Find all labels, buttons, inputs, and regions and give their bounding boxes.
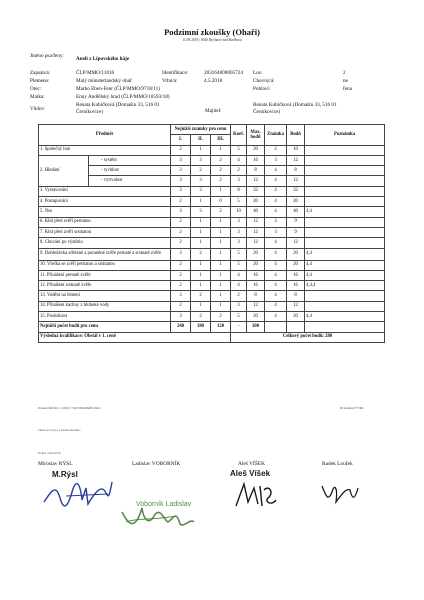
row-II: 2: [191, 312, 211, 322]
table-row: [39, 301, 385, 311]
row-predmet: 14. Přinášení kachny z hluboké vody: [39, 301, 171, 311]
row-znamka: 4: [265, 312, 287, 322]
row-koef: 3: [231, 227, 247, 237]
row-znamka: 4: [265, 291, 287, 301]
identifikace-label: Identifikace:: [162, 70, 189, 76]
matka-value: Enny Anděllský hrad (ČLP/MMO/10593/18): [76, 94, 170, 100]
table-row: [39, 260, 385, 270]
row-max: 12: [247, 238, 265, 248]
celkovy-pocet-bodu: Celkový počet bodů: 280: [231, 332, 385, 342]
otec-value: Marko Eben-Fenr (ČLP/MMO/9718/11): [76, 86, 160, 92]
row-koef: 5: [231, 248, 247, 260]
majitel-value-line2: Černíkovice): [253, 109, 281, 115]
row-znamka: 2: [265, 145, 287, 155]
otec-label: Otec:: [30, 86, 42, 92]
exam-id-footnote: ID zkoušky 0777466: [340, 407, 364, 410]
row-II: 1: [191, 197, 211, 207]
row-II: 1: [191, 301, 211, 311]
row-II: 1: [191, 281, 211, 291]
row-I: 2: [171, 238, 191, 248]
table-row: [39, 291, 385, 301]
row-III: 1: [211, 281, 231, 291]
row-poznamka: [305, 145, 385, 155]
row-koef: 5: [231, 260, 247, 270]
row-II: 3: [191, 207, 211, 217]
grades-table: [38, 124, 385, 343]
row-koef: 10: [231, 207, 247, 217]
vrh-value: 4.5.2018: [204, 78, 223, 84]
row-I: 3: [171, 248, 191, 260]
row-body: 12: [287, 155, 305, 165]
row-koef: 4: [231, 270, 247, 280]
row-II: 3: [191, 155, 211, 165]
table-row: [39, 155, 385, 165]
row-body: 8: [287, 291, 305, 301]
signature-visek-icon: [232, 480, 278, 510]
row-poznamka: [305, 155, 385, 165]
row-II: 1: [191, 145, 211, 155]
vudce-label: Vůdce:: [30, 106, 45, 112]
row-III: 1: [211, 248, 231, 260]
row-III: 1: [211, 260, 231, 270]
row-znamka: 4: [265, 186, 287, 196]
row-II: 2: [191, 248, 211, 260]
row-II: 1: [191, 260, 211, 270]
majitel-value-line1: Renata Kubíčková (Domašín 33, 516 01: [253, 102, 337, 108]
row-max: 16: [247, 270, 265, 280]
row-body: 12: [287, 301, 305, 311]
row-max: 8: [247, 166, 265, 176]
row-predmet: 4. Postupování: [39, 197, 171, 207]
row-subpredmet: - systém: [89, 155, 171, 165]
signature-vobornik-icon: [116, 498, 196, 534]
total-I: 240: [171, 322, 191, 332]
row-I: 2: [171, 270, 191, 280]
zkouseni-note: Zkušovací právo a záruku zkoušky:: [38, 428, 81, 432]
los-value: 2: [343, 70, 346, 76]
row-body: 20: [287, 248, 305, 260]
row-I: 2: [171, 197, 191, 207]
row-znamka: 4: [265, 207, 287, 217]
row-body: 20: [287, 260, 305, 270]
row-body: 9: [287, 217, 305, 227]
header-II: II.: [191, 135, 211, 145]
row-znamka: 4: [265, 248, 287, 260]
row-znamka: 4: [265, 166, 287, 176]
row-I: 2: [171, 217, 191, 227]
row-II: 3: [191, 176, 211, 186]
row-I: 3: [171, 176, 191, 186]
row-III: 2: [211, 155, 231, 165]
row-koef: 5: [231, 197, 247, 207]
row-predmet: 9. Dohledávka střelené a poraněné zvěře pernaté a srstnaté zvěře: [39, 248, 171, 260]
row-poznamka: [305, 301, 385, 311]
row-koef: 8: [231, 186, 247, 196]
row-III: 2: [211, 207, 231, 217]
row-max: 12: [247, 227, 265, 237]
row-predmet: 2. Hledání: [39, 155, 89, 186]
row-predmet: 15. Poslušnost: [39, 312, 171, 322]
row-II: 2: [191, 166, 211, 176]
row-max: 8: [247, 291, 265, 301]
total-label: Nejnižší počet bodů pro cenu: [39, 322, 171, 332]
row-I: 2: [171, 260, 191, 270]
row-koef: 3: [231, 217, 247, 227]
row-znamka: 3: [265, 155, 287, 165]
row-II: 1: [191, 238, 211, 248]
row-predmet: 12. Přinášení srstnaté zvěře: [39, 281, 171, 291]
row-body: 9: [287, 227, 305, 237]
row-body: 10: [287, 145, 305, 155]
row-body: 8: [287, 166, 305, 176]
header-I: I.: [171, 135, 191, 145]
header-nejnizsi: Nejnižší známky pro cenu: [171, 125, 231, 135]
row-koef: 5: [231, 145, 247, 155]
total-III: 120: [211, 322, 231, 332]
row-predmet: 8. Chování po výstřelu: [39, 238, 171, 248]
document-title: Podzimní zkoušky (Ohaři): [164, 27, 260, 37]
row-I: 2: [171, 301, 191, 311]
stamp-visek: Aleš Víšek: [230, 469, 271, 478]
judge-rysl: Miroslav RÝSL: [38, 461, 73, 467]
row-max: 12: [247, 176, 265, 186]
row-znamka: 4: [265, 260, 287, 270]
header-predmet: Předmět: [39, 125, 171, 146]
row-II: 1: [191, 270, 211, 280]
row-max: 12: [247, 301, 265, 311]
zapsan-value: ČLP/MMO/11816: [76, 70, 115, 76]
row-I: 2: [171, 227, 191, 237]
row-poznamka: [305, 217, 385, 227]
row-body: 32: [287, 186, 305, 196]
row-predmet: 6. Klid před zvěří pernatou: [39, 217, 171, 227]
row-I: 3: [171, 312, 191, 322]
header-III: III.: [211, 135, 231, 145]
matka-label: Matka:: [30, 94, 45, 100]
plemeno-label: Plemeno:: [30, 78, 50, 84]
result-row: [39, 332, 385, 342]
row-koef: 5: [231, 312, 247, 322]
row-max: 20: [247, 197, 265, 207]
row-I: 3: [171, 166, 191, 176]
row-II: 2: [191, 291, 211, 301]
row-poznamka: 4,4: [305, 207, 385, 217]
row-body: 40: [287, 207, 305, 217]
identifikace-value: 203164000005724: [204, 70, 243, 76]
table-row: [39, 270, 385, 280]
vysledna-kvalifikace: Výsledná kvalifikace: Obstál v 1. ceně: [39, 332, 231, 342]
row-subpredmet: - rychlost: [89, 166, 171, 176]
vudce-value-line1: Renata Kubíčková (Domašín 33, 516 01: [76, 102, 160, 108]
row-I: 3: [171, 207, 191, 217]
row-III: 1: [211, 301, 231, 311]
row-III: 1: [211, 291, 231, 301]
protocol-footnote: Protokol Miž ČR č. 2 (2021) / 5010/OH-PAMŽE/16221: [38, 407, 101, 410]
row-III: 2: [211, 166, 231, 176]
row-poznamka: [305, 186, 385, 196]
row-III: 1: [211, 145, 231, 155]
total-koef: -: [231, 322, 247, 332]
row-predmet: 3. Vystavování: [39, 186, 171, 196]
row-poznamka: 4,4: [305, 312, 385, 322]
row-I: 3: [171, 186, 191, 196]
row-III: 1: [211, 238, 231, 248]
row-predmet: 7. Klid před zvěří srstnatou: [39, 227, 171, 237]
row-znamka: 3: [265, 217, 287, 227]
row-predmet: 1. Společný hon: [39, 145, 171, 155]
row-max: 20: [247, 260, 265, 270]
row-max: 16: [247, 281, 265, 291]
row-koef: 3: [231, 238, 247, 248]
row-III: 2: [211, 312, 231, 322]
row-koef: 3: [231, 176, 247, 186]
table-row: [39, 197, 385, 207]
row-znamka: 4: [265, 176, 287, 186]
row-poznamka: 4,4,4: [305, 281, 385, 291]
row-III: 1: [211, 217, 231, 227]
row-II: 3: [191, 186, 211, 196]
row-III: 0: [211, 197, 231, 207]
row-poznamka: [305, 227, 385, 237]
row-poznamka: [305, 291, 385, 301]
row-max: 20: [247, 145, 265, 155]
total-II: 180: [191, 322, 211, 332]
row-body: 16: [287, 270, 305, 280]
row-poznamka: [305, 197, 385, 207]
total-max: 300: [247, 322, 265, 332]
plemeno-value: Malý münsterlandský ohař: [76, 78, 132, 84]
row-poznamka: 4,4: [305, 248, 385, 260]
row-I: 2: [171, 281, 191, 291]
row-znamka: 4: [265, 270, 287, 280]
table-row: [39, 238, 385, 248]
row-poznamka: [305, 166, 385, 176]
row-I: 3: [171, 291, 191, 301]
row-poznamka: [305, 176, 385, 186]
row-I: 2: [171, 145, 191, 155]
jmeno-value: Aneli z Lipovského háje: [76, 56, 130, 62]
signature-rysl-icon: [42, 478, 114, 510]
table-row: [39, 145, 385, 155]
row-body: 20: [287, 197, 305, 207]
judge-loufek: Radek Loufek: [322, 461, 353, 467]
signature-loufek-icon: [316, 478, 360, 508]
table-row: [39, 217, 385, 227]
row-znamka: 4: [265, 197, 287, 207]
row-predmet: 13. Vodění na řemeni: [39, 291, 171, 301]
row-koef: 3: [231, 301, 247, 311]
row-koef: 4: [231, 155, 247, 165]
row-III: 1: [211, 270, 231, 280]
row-predmet: 10. Vlečka se zvěří pernatou a srstnatou: [39, 260, 171, 270]
zapsan-label: Zapsán/a:: [30, 70, 51, 76]
row-znamka: 3: [265, 227, 287, 237]
row-II: 1: [191, 217, 211, 227]
row-body: 16: [287, 281, 305, 291]
header-max: Max. bodů: [247, 125, 265, 146]
row-subpredmet: - vytrvalost: [89, 176, 171, 186]
majitel-label: Majitel:: [205, 108, 222, 114]
judge-visek: Aleš VÍŠEK: [238, 461, 266, 467]
los-label: Los:: [253, 70, 263, 76]
row-max: 20: [247, 248, 265, 260]
table-row: [39, 207, 385, 217]
row-znamka: 4: [265, 238, 287, 248]
header-znamka: Známka: [265, 125, 287, 146]
total-row: [39, 322, 385, 332]
jmeno-label: Jméno psa/feny:: [30, 53, 64, 59]
row-max: 12: [247, 217, 265, 227]
row-koef: 2: [231, 166, 247, 176]
table-row: [39, 312, 385, 322]
pohlavi-label: Pohlaví:: [253, 86, 271, 92]
row-II: 1: [191, 227, 211, 237]
chovny-value: ne: [343, 78, 348, 84]
table-row: [39, 281, 385, 291]
stamp-rysl: M.Rýsl: [52, 470, 78, 479]
row-III: 2: [211, 176, 231, 186]
row-koef: 2: [231, 291, 247, 301]
row-znamka: 4: [265, 301, 287, 311]
row-body: 12: [287, 176, 305, 186]
row-max: 16: [247, 155, 265, 165]
row-predmet: 5. Nos: [39, 207, 171, 217]
chovny-label: Chovný/á:: [253, 78, 275, 84]
table-row: [39, 176, 385, 186]
table-row: [39, 248, 385, 260]
row-max: 32: [247, 186, 265, 196]
vrh-label: Vrhn/a:: [162, 78, 178, 84]
table-row: [39, 186, 385, 196]
row-max: 40: [247, 207, 265, 217]
row-poznamka: 4,4: [305, 260, 385, 270]
row-I: 3: [171, 155, 191, 165]
row-body: 12: [287, 238, 305, 248]
row-poznamka: [305, 238, 385, 248]
judge-vobornik: Ladislav VOBORNÍK: [132, 461, 181, 467]
row-koef: 4: [231, 281, 247, 291]
pohlavi-value: fena: [343, 86, 352, 92]
document-subtitle: 11.09.2018 | 6040 Rychnov nad Kněžnou: [182, 38, 242, 42]
row-max: 20: [247, 312, 265, 322]
row-III: 1: [211, 227, 231, 237]
stamp-vobornik: Voborník Ladislav: [136, 501, 192, 508]
header-poznamka: Poznámka: [305, 125, 385, 146]
row-poznamka: 4,4: [305, 270, 385, 280]
row-predmet: 11. Přinášení pernaté zvěře: [39, 270, 171, 280]
row-znamka: 4: [265, 281, 287, 291]
row-III: 1: [211, 186, 231, 196]
row-body: 20: [287, 312, 305, 322]
table-row: [39, 227, 385, 237]
header-body: Bodů: [287, 125, 305, 146]
header-koef: Koef.: [231, 125, 247, 146]
vudce-value-line2: Černíkovice): [76, 109, 104, 115]
table-row: [39, 166, 385, 176]
podpis-label: Podpis rozhodčích:: [38, 451, 62, 455]
